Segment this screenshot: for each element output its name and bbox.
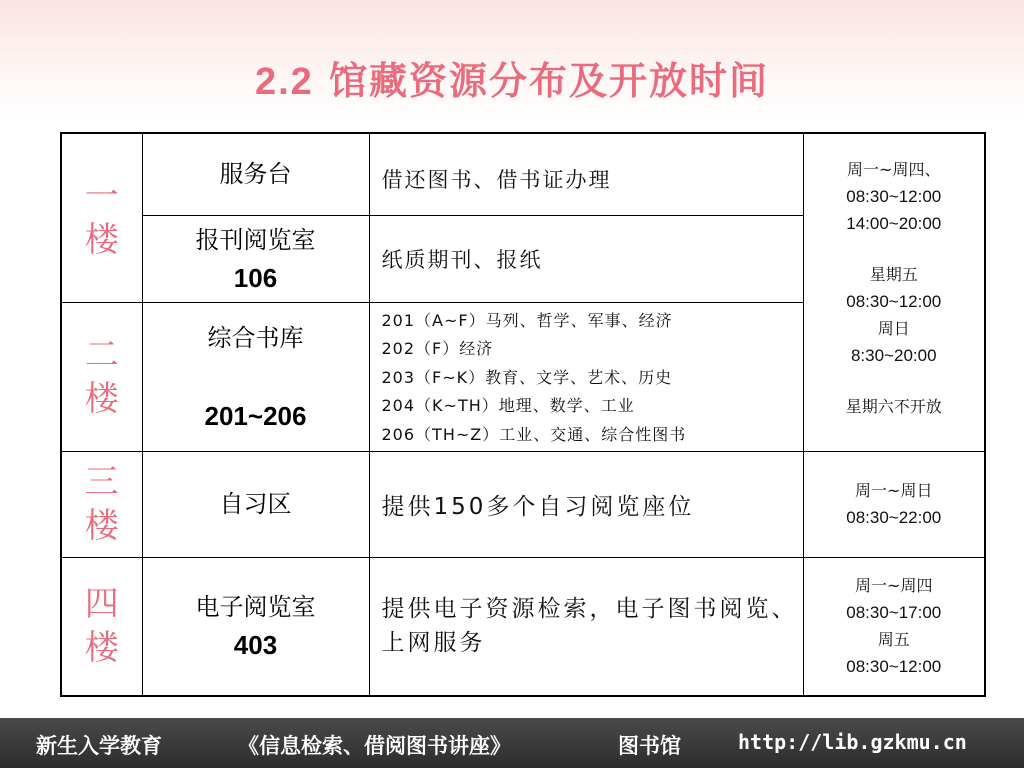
hours-sun-time: 8:30~20:00: [850, 346, 937, 365]
room-code-general-books: 201~206: [204, 400, 307, 431]
hours-weekday-pm: 14:00~20:00: [846, 214, 942, 233]
floor-1-cell: [61, 133, 142, 302]
room-code-periodicals: 106: [233, 262, 278, 293]
floor-1-char-2: 楼: [84, 219, 119, 260]
hours-sat-note: 星期六不开放: [845, 397, 942, 416]
desc-general-books: [369, 302, 803, 451]
floor-2-char-1: 二: [84, 334, 119, 375]
room-name-study-area: 自习区: [219, 490, 292, 518]
hours-weekday-am: 08:30~12:00: [846, 187, 942, 206]
floor-4-cell: [61, 557, 142, 696]
room-name-general-books: 综合书库: [207, 323, 304, 352]
page-title: [0, 50, 1024, 105]
title-number: 2.2: [254, 61, 314, 103]
desc-e-reading: 提供电子资源检索，电子图书阅览、上网服务: [369, 557, 803, 696]
floor-4-char-2: 楼: [84, 628, 119, 669]
study-hours-cell: [803, 451, 985, 557]
e-reading-hours-cell: [803, 557, 985, 696]
hours-fri-time: 08:30~12:00: [846, 292, 942, 311]
room-name-service-desk: 服务台: [219, 160, 292, 189]
desc-study-area: 提供150多个自习阅览座位: [369, 451, 803, 557]
floor-3-cell: [61, 451, 142, 557]
floor-2-cell: [61, 302, 142, 451]
room-cell: [142, 302, 369, 451]
room-name-e-reading: 电子阅览室: [195, 593, 316, 622]
list-item: 203（F~K）教育、文学、艺术、历史: [381, 367, 673, 387]
floor-4-char-1: 四: [84, 584, 119, 625]
floor-3-char-1: 三: [84, 462, 119, 502]
list-item: 201（A~F）马列、哲学、军事、经济: [381, 310, 673, 330]
footer-course: 新生入学教育: [36, 734, 162, 758]
table-row: [61, 557, 985, 696]
table-row: [61, 133, 985, 215]
list-item: 206（TH~Z）工业、交通、综合性图书: [381, 424, 687, 444]
room-cell: [142, 557, 369, 696]
floor-1-char-1: 一: [84, 175, 119, 216]
footer-lecture: 《信息检索、借阅图书讲座》: [238, 734, 511, 758]
main-hours-cell: [803, 133, 985, 451]
list-item: 204（K~TH）地理、数学、工业: [381, 396, 635, 415]
resource-schedule-table: [60, 132, 986, 697]
e-hours-label-2: 周五: [877, 630, 910, 650]
study-hours-label: 周一~周日: [855, 481, 933, 500]
room-cell: [142, 215, 369, 302]
list-item: 202（F）经济: [381, 339, 494, 358]
footer-library: 图书馆: [618, 734, 681, 758]
hours-sun-label: 周日: [877, 319, 910, 338]
room-name-periodicals: 报刊阅览室: [195, 225, 316, 254]
study-hours-time: 08:30~22:00: [846, 508, 942, 527]
room-cell: [142, 133, 369, 215]
desc-service-desk: 借还图书、借书证办理: [369, 133, 803, 215]
hours-weekday-label: 周一~周四、: [847, 160, 941, 179]
room-code-e-reading: 403: [233, 630, 278, 661]
room-cell: [142, 451, 369, 557]
floor-2-char-2: 楼: [84, 378, 119, 419]
desc-periodicals: 纸质期刊、报纸: [369, 215, 803, 302]
floor-3-char-2: 楼: [84, 506, 119, 546]
table-row: [61, 451, 985, 557]
e-hours-time-1: 08:30~17:00: [846, 603, 942, 623]
e-hours-label-1: 周一~周四: [855, 576, 933, 596]
e-hours-time-2: 08:30~12:00: [846, 657, 942, 677]
footer-url: http://lib.gzkmu.cn: [738, 730, 967, 754]
title-text: 馆藏资源分布及开放时间: [329, 59, 770, 103]
hours-fri-label: 星期五: [869, 265, 918, 284]
footer-bar: [0, 718, 1024, 768]
